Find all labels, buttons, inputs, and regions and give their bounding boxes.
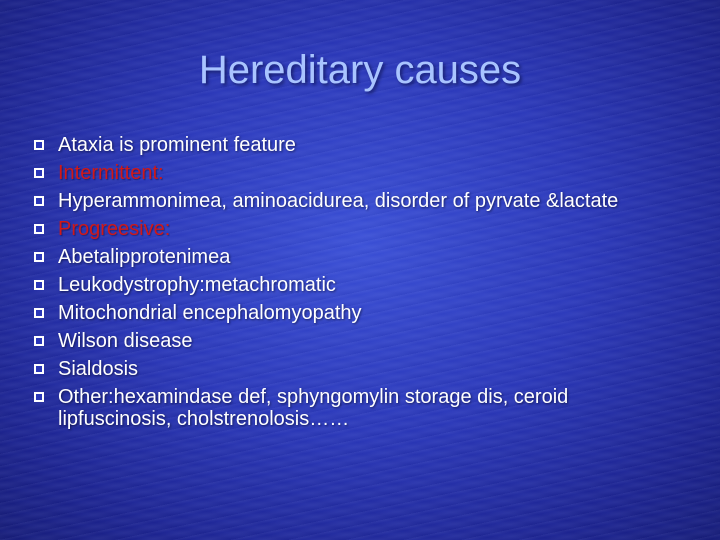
bullet-item	[34, 302, 684, 324]
bullet-heading-intermittent: Intermittent:	[58, 162, 164, 184]
square-bullet-icon	[34, 392, 44, 402]
bullet-text: Leukodystrophy:metachromatic	[58, 274, 336, 296]
square-bullet-icon	[34, 224, 44, 234]
square-bullet-icon	[34, 196, 44, 206]
bullet-item	[34, 358, 684, 380]
bullet-item	[34, 330, 684, 352]
bullet-item	[34, 218, 684, 240]
bullet-item	[34, 246, 684, 268]
slide-title: Hereditary causes	[198, 48, 522, 92]
bullet-item	[34, 162, 684, 184]
bullet-text: Ataxia is prominent feature	[58, 134, 296, 156]
square-bullet-icon	[34, 364, 44, 374]
square-bullet-icon	[34, 252, 44, 262]
bullet-text: Abetalipprotenimea	[58, 246, 231, 268]
bullet-heading-progressive: Progreesive:	[58, 218, 171, 240]
square-bullet-icon	[34, 280, 44, 290]
square-bullet-icon	[34, 168, 44, 178]
bullet-item	[34, 386, 684, 430]
bullet-text: Other:hexamindase def, sphyngomylin storage dis, ceroid lipfuscinosis, cholstrenolosis……	[58, 386, 569, 430]
bullet-text: Hyperammonimea, aminoacidurea, disorder of pyrvate &lactate	[58, 190, 619, 212]
square-bullet-icon	[34, 336, 44, 346]
bullet-item	[34, 190, 684, 212]
bullet-text: Mitochondrial encephalomyopathy	[58, 302, 362, 324]
bullet-text: Sialdosis	[58, 358, 139, 380]
bullet-item	[34, 134, 684, 156]
bullet-item	[34, 274, 684, 296]
bullet-list	[34, 134, 684, 436]
square-bullet-icon	[34, 308, 44, 318]
square-bullet-icon	[34, 140, 44, 150]
bullet-text: Wilson disease	[58, 330, 193, 352]
